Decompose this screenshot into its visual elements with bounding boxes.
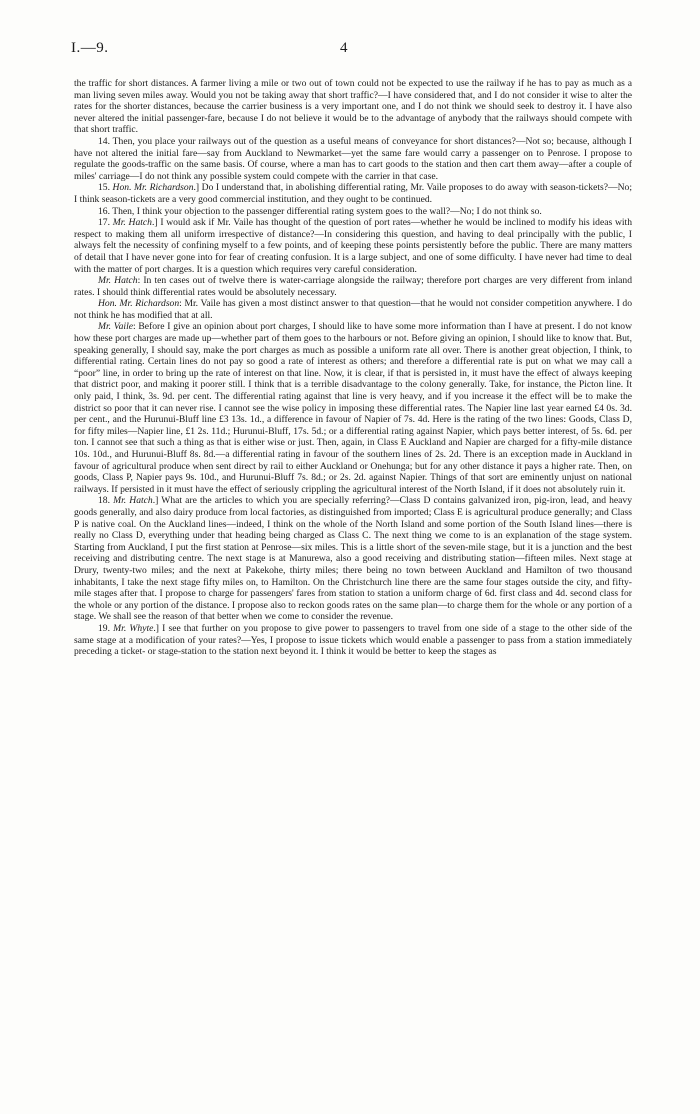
paragraph-continuation: the traffic for short distances. A farmer living a mile or two out of town could not be expected to use the railway if he has to pay as much as a man living seven miles away. Would you not be taking away that short traffic?—I have considered that, and I do not consider it wise to alter the rates for the shorter distances, because the carrier business is a very important one, and I do not think we should seek to destroy it. I have also never altered the initial passenger-fare, because I do not believe it would be to the advantage of anybody that the railways should compete with that short traffic.: [74, 78, 632, 136]
document-reference: I.—9.: [71, 40, 109, 56]
paragraph-q14: 14. Then, you place your railways out of the question as a useful means of conveyance for short distances?—Not so; because, although I have not altered the initial fare—say from Auckland to Newmarket—yet the same fare would carry a passenger on to Penrose. I propose to regulate the goods-traffic on the same basis. Of course, where a man has to cart goods to the station and then cart them away—after a couple of miles' carriage—I do not think any possible system could compete with the carrier in that case.: [74, 135, 632, 182]
page-number: 4: [340, 40, 348, 56]
paragraph-vaile-answer: Mr. Vaile: Before I give an opinion about port charges, I should like to have some more information than I have at present. I do not know how these port charges are made up—whether part of them goes to the harbours or not. Before giving an opinion, I should like to know that. But, speaking generally, I should say, make the port charges as much as possible a uniform rate all over. There is another great objection, I think, to differential rating. Certain lines do not pay so good a rate of interest as others; and therefore a differential rate is put on what we may call a “poor” line, in order to bring up the rate of interest on that line. Now, it is clear, if that is persisted in, it must have the effect of always keeping that district poor, and making it poorer still. I think that is a terrible disadvantage to the colony generally. Take, for instance, the Picton line. It only paid, I think, 3s. 9d. per cent. The differential rating against that line is very heavy, and if you increase it the effect will be to make the district so poor that it can never rise. I cannot see the wise policy in imposing these differential rates. The Napier line last year earned £4 0s. 3d. per cent., and the Hurunui-Bluff line £3 13s. 1d., a difference in favour of Napier of 7s. 4d. Here is the rating of the two lines: Goods, Class D, for fifty miles—Napier line, £1 2s. 11d.; Hurunui-Bluff, 17s. 5d.; or a differential rating against Napier, which pays better interest, of 5s. 6d. per ton. I cannot see that such a thing as that is either wise or just. Then, again, in Class E Auckland and Napier are charged for a fifty-mile distance 10s. 10d., and Hurunui-Bluff 8s. 8d.—a differential rating in favour of the southern lines of 2s. 2d. There is an exception made in Auckland in favour of agricultural produce when sent direct by rail to either Auckland or Onehunga; but for any other distance it pays a higher rate. Then, on goods, Class P, Napier pays 9s. 10d., and Hurunui-Bluff 7s. 8d.; or 2s. 2d. against Napier. Things of that sort are eminently unjust on national railways. If persisted in it must have the effect of seriously crippling the agricultural interest of the North Island, if it does not absolutely ruin it.: [74, 321, 633, 495]
paragraph-q17: 17. Mr. Hatch.] I would ask if Mr. Vaile has thought of the question of port rates—whether he would be inclined to modify his ideas with respect to making them all uniform irrespective of distance?—In considering this question, and having to deal principally with the public, I always felt the necessity of confining myself to a few points, and of keeping these points persistently before the public. There are many matters of detail that I have never gone into for fear of creating confusion. It is a large subject, and one of some difficulty. I have never had time to deal with the matter of port charges. It is a question which requires very careful consideration.: [74, 217, 633, 275]
paragraph-richardson-remark: Hon. Mr. Richardson: Mr. Vaile has given a most distinct answer to that question—that he would not consider competition anywhere. I do not think he has modified that at all.: [74, 298, 633, 321]
paragraph-q18: 18. Mr. Hatch.] What are the articles to which you are specially referring?—Class D contains galvanized iron, pig-iron, lead, and heavy goods generally, and also dairy produce from local factories, as distinguished from imported; Class E is agricultural produce generally; and Class P is native coal. On the Auckland lines—indeed, I think on the whole of the North Island and some portion of the South Island lines—there is really no Class D, everything under that heading being charged as Class C. The next thing we come to is an explanation of the stage system. Starting from Auckland, I put the first station at Penrose—six miles. This is a little short of the seven-mile stage, but it is a junction and the best receiving and distributing centre. The next stage is at Manurewa, also a good receiving and distributing station—fifteen miles. Next stage at Drury, twenty-two miles; and the next at Pakekohe, thirty miles; there being no town between Auckland and Hamilton of two thousand inhabitants, I take the next stage fifty miles on, to Hamilton. On the Christchurch line there are the same four stages outside the city, and fifty-mile stages after that. I propose to charge for passengers' fares from station to station a uniform charge of 6d. first class and 4d. second class for the whole or any portion of the distance. I propose also to reckon goods rates on the same plan—to charge them for the whole or any portion of a stage. We shall see the reason of that better when we come to consider the revenue.: [74, 495, 633, 623]
paragraph-q16: 16. Then, I think your objection to the passenger differential rating system goes to the wall?—No; I do not think so.: [98, 205, 542, 217]
paragraph-hatch-remark: Mr. Hatch: In ten cases out of twelve there is water-carriage alongside the railway; therefore port charges are very different from inland rates. I should think differential rates would be absolutely necessary.: [74, 275, 633, 298]
page-header: [0, 40, 700, 62]
paragraph-q19: 19. Mr. Whyte.] I see that further on you propose to give power to passengers to travel from one side of a stage to the other side of the same stage at a modification of your rates?—Yes, I propose to issue tickets which would enable a passenger to pass from a station immediately preceding a ticket- or stage-station to the station next beyond it. I think it would be better to keep the stages as: [74, 622, 632, 658]
body-text: [74, 78, 632, 658]
paragraph-q15: 15. Hon. Mr. Richardson.] Do I understand that, in abolishing differential rating, Mr. Vaile proposes to do away with season-tickets?—No; I think season-tickets are a very good commercial institution, and they ought to be continued.: [74, 182, 633, 205]
